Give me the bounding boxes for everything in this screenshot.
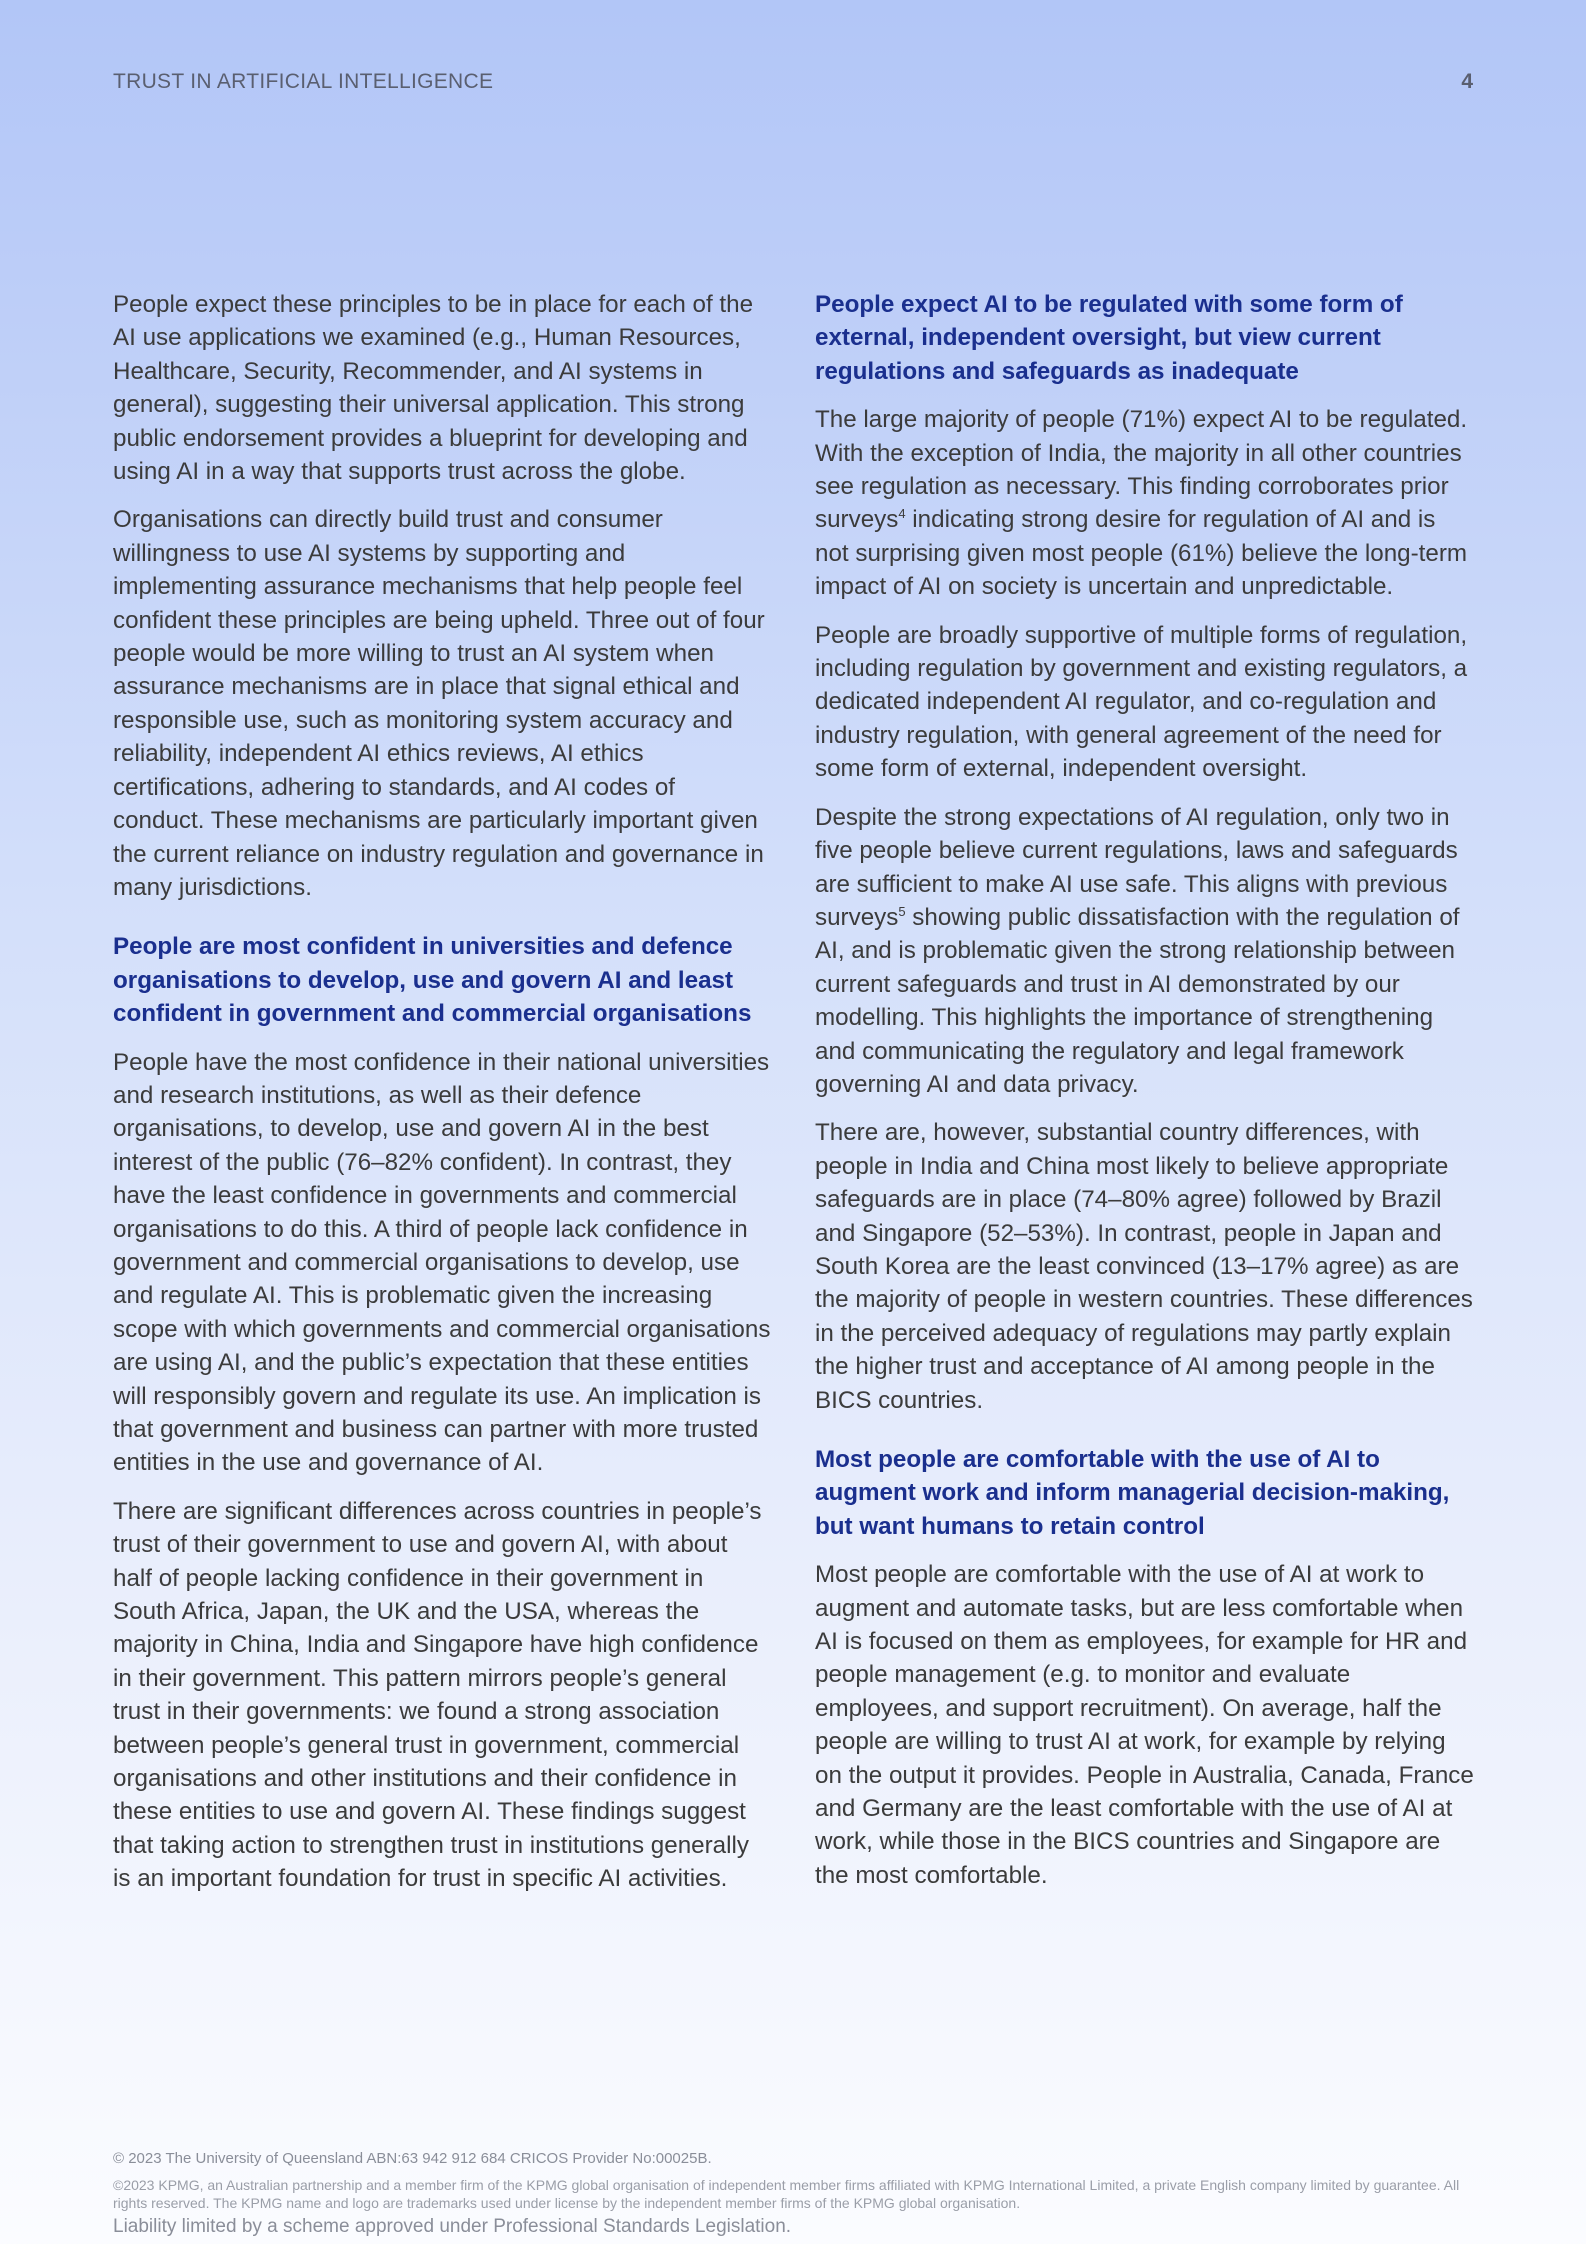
paragraph: People are broadly supportive of multiple forms of regulation, including regulation by government and existing regulators, a dedicated independent AI regulator, and co-regulation and industry regulation, with general agreement of the need for some form of external, independent oversight. <box>815 621 1468 783</box>
paragraph: People expect these principles to be in place for each of the AI use applications we examined (e.g., Human Resources, Healthcare, Security, Recommender, and AI systems in general), suggesting their universal application. This strong public endorsement provides a blueprint for developing and using AI in a way that supports trust across the globe. <box>113 291 754 486</box>
paragraph-text: The large majority of people (71%) expect AI to be regulated. With the exception of India, the majority in all other countries see regulation as necessary. This finding corroborates prior surveys <box>815 406 1468 534</box>
footer-liability: Liability limited by a scheme approved under Professional Standards Legislation. <box>113 2216 792 2237</box>
running-header: TRUST IN ARTIFICIAL INTELLIGENCE <box>113 70 494 93</box>
section-heading: People expect AI to be regulated with some form of external, independent oversight, but view current regulations and safeguards as inadequate <box>815 291 1403 385</box>
footer-copyright-kpmg: ©2023 KPMG, an Australian partnership and a member firm of the KPMG global organisation of independent member firms affiliated with KPMG International Limited, a private English company limited by guarantee. All rights reserved. The KPMG name and logo are trademarks used under license by the independent member firms of the KPMG global organisation. <box>113 2177 1460 2211</box>
paragraph-text: indicating strong desire for regulation of AI and is not surprising given most people (61%) believe the long-term impact of AI on society is uncertain and unpredictable. <box>815 506 1468 601</box>
footnote-ref[interactable]: 4 <box>898 506 906 522</box>
page-number: 4 <box>1461 70 1473 93</box>
paragraph <box>815 801 1475 1102</box>
paragraph-text: Despite the strong expectations of AI regulation, only two in five people believe current regulations, laws and safeguards are sufficient to make AI use safe. This aligns with previous surveys <box>815 803 1458 931</box>
paragraph-text: showing public dissatisfaction with the regulation of AI, and is problematic given the strong relationship between current safeguards and trust in AI demonstrated by our modelling. This highlights the importance of strengthening and communicating the regulatory and legal framework governing AI and data privacy. <box>815 903 1460 1098</box>
paragraph: People have the most confidence in their national universities and research institutions, as well as their defence organisations, to develop, use and govern AI in the best interest of the public (76–82% confident). In contrast, they have the least confidence in governments and commercial organisations to do this. A third of people lack confidence in government and commercial organisations to develop, use and regulate AI. This is problematic given the increasing scope with which governments and commercial organisations are using AI, and the public’s expectation that these entities will responsibly govern and regulate its use. An implication is that government and business can partner with more trusted entities in the use and governance of AI. <box>113 1048 771 1477</box>
paragraph: Organisations can directly build trust and consumer willingness to use AI systems by supporting and implementing assurance mechanisms that help people feel confident these principles are being upheld. Three out of four people would be more willing to trust an AI system when assurance mechanisms are in place that signal ethical and responsible use, such as monitoring system accuracy and reliability, independent AI ethics reviews, AI ethics certifications, adhering to standards, and AI codes of conduct. These mechanisms are particularly important given the current reliance on industry regulation and governance in many jurisdictions. <box>113 506 765 901</box>
footnote-ref[interactable]: 5 <box>898 903 906 919</box>
right-column <box>815 288 1475 1907</box>
section-heading: People are most confident in universities and defence organisations to develop, use and govern AI and least confident in government and commercial organisations <box>113 933 752 1028</box>
left-column <box>113 288 773 1911</box>
paragraph: Most people are comfortable with the use of AI at work to augment and automate tasks, but are less comfortable when AI is focused on them as employees, for example for HR and people management (e.g. to monitor and evaluate employees, and support recruitment). On average, half the people are willing to trust AI at work, for example by relying on the output it provides. People in Australia, Canada, France and Germany are the least comfortable with the use of AI at work, while those in the BICS countries and Singapore are the most comfortable. <box>815 1561 1474 1889</box>
footer-copyright-uq: © 2023 The University of Queensland ABN:63 942 912 684 CRICOS Provider No:00025B. <box>113 2150 712 2167</box>
section-heading: Most people are comfortable with the use of AI to augment work and inform managerial decision-making, but want humans to retain control <box>815 1446 1450 1540</box>
paragraph: There are significant differences across countries in people’s trust of their government to use and govern AI, with about half of people lacking confidence in their government in South Africa, Japan, the UK and the USA, whereas the majority in China, India and Singapore have high confidence in their government. This pattern mirrors people’s general trust in their governments: we found a strong association between people’s general trust in government, commercial organisations and other institutions and their confidence in these entities to use and govern AI. These findings suggest that taking action to strengthen trust in institutions generally is an important foundation for trust in specific AI activities. <box>113 1497 762 1893</box>
paragraph <box>815 403 1475 603</box>
paragraph: There are, however, substantial country differences, with people in India and China most likely to believe appropriate safeguards are in place (74–80% agree) followed by Brazil and Singapore (52–53%). In contrast, people in Japan and South Korea are the least convinced (13–17% agree) as are the majority of people in western countries. These differences in the perceived adequacy of regulations may partly explain the higher trust and acceptance of AI among people in the BICS countries. <box>815 1119 1473 1414</box>
